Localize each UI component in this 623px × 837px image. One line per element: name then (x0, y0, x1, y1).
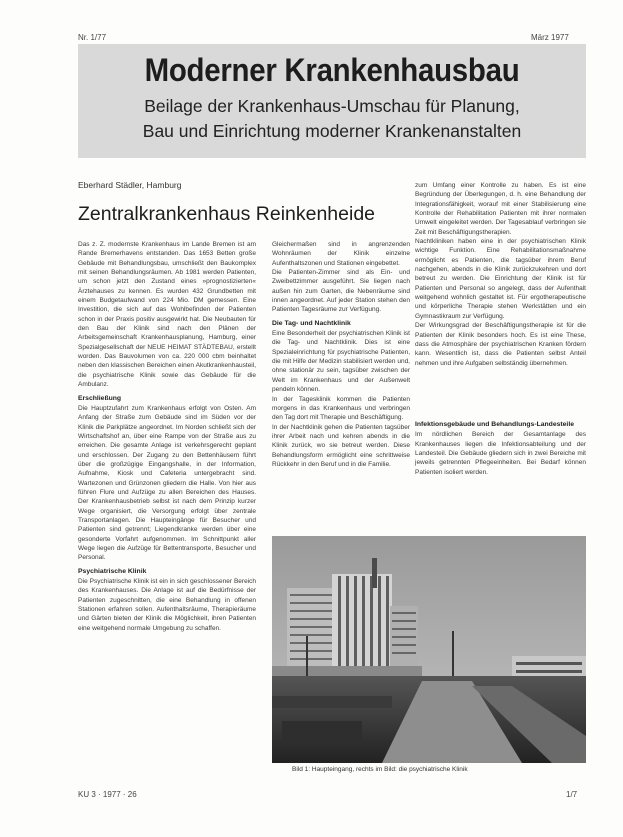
page-number: 1/7 (566, 790, 578, 799)
section-heading-erschliessung: Erschließung (78, 394, 122, 402)
text-column-3-lower (415, 416, 586, 477)
hospital-photo (272, 536, 586, 763)
paragraph-infection-building: Im nördlichen Bereich der Gesamtanlage des Krankenhauses liegen die Infektionsabteilung und der Landesteil. Die Gebäude gliedern sich in zwei Bereiche mit jeweils getrennten Pflegeeinheiten. Bei Bedarf können Patienten isoliert werden. (415, 431, 586, 476)
section-heading-psychiatric-clinic: Psychiatrische Klinik (78, 567, 147, 575)
author-byline: Eberhard Städler, Hamburg (78, 180, 182, 190)
paragraph-psychiatric-clinic: Die Psychiatrische Klinik ist ein in sich geschlossener Bereich des Krankenhauses. Die Anlage ist auf die Bedürfnisse der Patienten zugeschnitten, die eine Behandlung in offenen Stationen erfahren sollen. Aufenthaltsräume, Therapieräume und Gärten bieten der Klinik die Möglichkeit, ihren Patienten eine weitgehend normale Umgebung zu schaffen. (78, 578, 256, 632)
paragraph: zum Umfang einer Kontrolle zu haben. Es ist eine Begründung der Überlegungen, d. h. eine Behandlung der Integrationsfähigkeit, worauf mit einer Stabilisierung eine Kontrolle der Rehabilitation Patienten mit ihrer normalen Umwelt eingeleitet werden. Der Tagesablauf verbringen sie Zeit mit Beschäftigungstherapien. (415, 182, 586, 236)
section-heading-day-night-clinic: Die Tag- und Nachtklinik (272, 319, 351, 327)
paragraph: In der Tagesklinik kommen die Patienten morgens in das Krankenhaus und verbringen den Tag dort mit Therapie und Beschäftigung. (272, 395, 410, 422)
issue-number: Nr. 1/77 (78, 33, 107, 42)
paragraph: Gleichermaßen sind in angrenzenden Wohnräumen der Klinik einzelne Aufenthaltszonen und Stationen eingebettet. (272, 241, 410, 267)
text-column-1 (78, 240, 256, 633)
text-column-3 (415, 181, 586, 368)
text-column-2 (272, 240, 410, 469)
paragraph: Die Patienten-Zimmer sind als Ein- und Zweibettzimmer ausgeführt. Sie liegen nach außen hin zum Garten, die Nebenräume sind innen angeordnet. Auf jeder Station stehen den Patienten Tagesräume zur Verfügung. (272, 269, 410, 314)
paragraph: In der Nachtklinik gehen die Patienten tagsüber ihrer Arbeit nach und kehren abends in die Klinik zurück, wo sie betreut werden. Diese Behandlungsform ermöglicht eine schrittweise Rückkehr in den Beruf und in die Familie. (272, 423, 410, 468)
paragraph-intro: Das z. Z. modernste Krankenhaus im Lande Bremen ist am Rande Bremerhavens entstanden. Das 1653 Betten große Gebäude mit Behandlungsbau, umschließt den Baukomplex mit seinen Behandlungsräumen. Ab 1981 werden Patienten, um schon jetzt den Zustand eines »prognostizierten« Ärztehauses zu kennen. Es wurden 432 Grundbetten mit einem Budgetaufwand von 224 Mio. DM gemessen. Eine Investition, die sich auf das Wohlbefinden der Patienten schon in der Praxis positiv ausgewirkt hat. Die Neubauten für den Bau der Klinik sind nach den Plänen der Arbeitsgemeinschaft Krankenhausplanung, Hamburg, einer Spezialgesellschaft der NEUE HEIMAT STÄDTEBAU, erstellt worden. Das Bauvolumen von ca. 220 000 cbm beinhaltet neben den klassischen Bereichen einen Akutkrankenhausteil, die psychiatrische Klinik sowie das Gebäude für die Ambulanz. (78, 241, 256, 389)
photo-caption: Bild 1: Haupteingang, rechts im Bild: die psychiatrische Klinik (292, 766, 468, 773)
article-title: Zentralkrankenhaus Reinkenheide (78, 203, 376, 225)
section-heading-infection-building: Infektionsgebäude und Behandlungs-Landesteile (415, 421, 574, 428)
issue-date: März 1977 (531, 33, 569, 42)
masthead-title: Moderner Krankenhausbau (144, 52, 520, 88)
paragraph: Nachtkliniken haben eine in der psychiatrischen Klinik wichtige Funktion. Eine Rehabilitationsmaßnahme ermöglicht es Patienten, die tagsüber ihrem Beruf nachgehen, abends in die Klinik zurückzukehren und dort betreut zu werden. Die Einrichtung der Klinik ist für Patienten und Personal so angelegt, dass der Aufenthalt weitgehend wohnlich gestaltet ist. Für ergotherapeutische und körperliche Therapie stehen Werkstätten und ein Gymnastikraum zur Verfügung. (415, 238, 586, 320)
paragraph: Der Wirkungsgrad der Beschäftigungstherapie ist für die Patienten der Klinik besonders hoch. Es ist eine These, dass die Atmosphäre der psychiatrischen Kranken fördern kann. Wesentlich ist, dass die Patienten selbst Anteil nehmen und ihre Aufgaben selbständig übernehmen. (415, 322, 586, 367)
paragraph-erschliessung: Die Hauptzufahrt zum Krankenhaus erfolgt von Osten. Am Anfang der Straße zum Gebäude sind im Süden vor der Klinik die Parkplätze angeordnet. Im Norden schließt sich der Wirtschaftshof an, über eine Rampe von der Straße aus zu erreichen. Die gesamte Anlage ist verkehrsgerecht geplant und erschlossen. Der Zugang zu den Bettenhäusern führt über die großzügige Eingangshalle, in der Information, Aufnahme, Kiosk und Cafeteria untergebracht sind. Wartezonen und Grünzonen gliedern die Halle. Von hier aus führen Flure und Aufzüge zu allen Bereichen des Hauses. Der Krankenhausbetrieb selbst ist nach dem Prinzip kurzer Wege organisiert, die Versorgung erfolgt über zentrale Transportanlagen. Die Haupteingänge für Besucher und Patienten sind getrennt; Liegendkranke werden über eine gesonderte Vorfahrt aufgenommen. Im Schnittpunkt aller Wege liegen die Aufzüge für Bettentransporte, Besucher und Personal. (78, 404, 256, 562)
masthead-subtitle-line2: Bau und Einrichtung moderner Krankenanstalten (142, 121, 522, 141)
paragraph-day-night-clinic: Eine Besonderheit der psychiatrischen Klinik ist die Tag- und Nachtklinik. Dies ist eine Spezialeinrichtung für psychiatrische Patienten, die mit Hilfe der Medizin stabilisiert werden und, ohne stationär zu sein, tagsüber zwischen der Welt im Krankenhaus und der Außenwelt pendeln können. (272, 330, 410, 394)
footer-citation: KU 3 · 1977 · 26 (78, 790, 137, 799)
masthead-banner (78, 44, 586, 158)
masthead-subtitle-line1: Beilage der Krankenhaus-Umschau für Planung, (144, 96, 520, 116)
